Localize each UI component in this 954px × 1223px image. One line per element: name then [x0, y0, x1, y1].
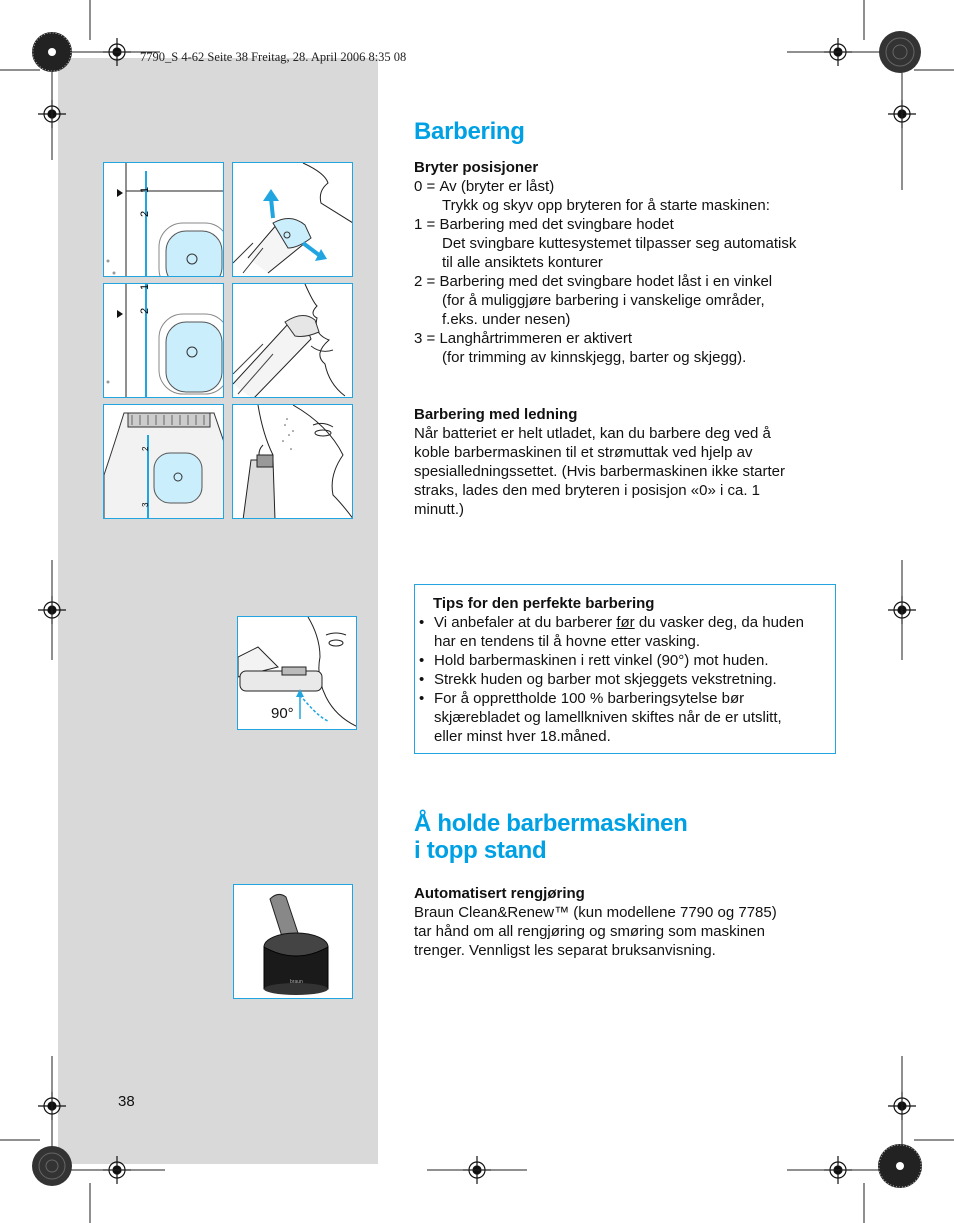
ninety-degree-angle-illustration [237, 616, 357, 730]
svg-text:2: 2 [139, 307, 151, 314]
switch-positions-heading: Bryter posisjoner [414, 159, 539, 176]
svg-text:90°: 90° [271, 705, 294, 722]
print-header: 7790_S 4-62 Seite 38 Freitag, 28. April 2006 8:35 08 [140, 50, 407, 64]
tips-box [414, 584, 836, 754]
automated-cleaning-block: Automatisert rengjøring Braun Clean&Renew™ (kun modellene 7790 og 7785) tar hånd om all rengjøring og smøring som maskinen trenger. Vennligst les separat bruksanvisning. [414, 884, 844, 960]
corded-shaving-heading: Barbering med ledning [414, 406, 578, 423]
tip-item: • For å opprettholde 100 % barberingsytelse bør skjærebladet og lamellkniven skiftes når de er utslitt, eller minst hver 18.måned. [415, 689, 835, 746]
trimmer-switch-illustration [103, 404, 224, 519]
switch-positions-block [414, 158, 844, 367]
svg-text:2: 2 [141, 446, 150, 451]
svg-text:2: 2 [139, 210, 151, 217]
section-title-barbering: Barbering [414, 118, 525, 145]
page-number: 38 [118, 1093, 135, 1110]
switch-position-1: 1 = Barbering med det svingbare hodet Det svingbare kuttesystemet tilpasser seg automatisk til alle ansiktets konturer [414, 216, 797, 271]
tip-item: • Hold barbermaskinen i rett vinkel (90°) mot huden. [415, 651, 835, 670]
corded-shaving-block: Barbering med ledning Når batteriet er helt utladet, kan du barbere deg ved å koble barbermaskinen til et strømuttak ved hjelp av spesialledningssettet. (Hvis barbermaskinen ikke starter straks, lades den med bryteren i posisjon «0» i ca. 1 minutt.) [414, 405, 844, 519]
switch-position-3: 3 = Langhårtrimmeren er aktivert (for trimming av kinnskjegg, barter og skjegg). [414, 330, 747, 366]
switch-position-1-illustration [103, 162, 224, 277]
switch-position-0: 0 = Av (bryter er låst) Trykk og skyv opp bryteren for å starte maskinen: [414, 178, 770, 214]
clean-renew-station-illustration [233, 884, 353, 999]
tip-item: • Vi anbefaler at du barberer før du vasker deg, da huden har en tendens til å hovne etter vasking. [415, 613, 835, 651]
switch-position-2: 2 = Barbering med det svingbare hodet låst i en vinkel (for å muliggjøre barbering i vanskelige områder, f.eks. under nesen) [414, 273, 773, 328]
switch-position-2-illustration [103, 283, 224, 398]
tips-heading: Tips for den perfekte barbering [433, 595, 655, 612]
svg-text:1: 1 [139, 186, 151, 193]
tip-item: • Strekk huden og barber mot skjeggets vekstretning. [415, 670, 835, 689]
svg-text:1: 1 [139, 284, 151, 290]
trimming-sideburns-illustration [232, 404, 353, 519]
automated-cleaning-heading: Automatisert rengjøring [414, 885, 585, 902]
section-title-maintenance: Å holde barbermaskinen i topp stand [414, 810, 688, 864]
shaving-nose-illustration [232, 283, 353, 398]
svg-text:braun: braun [290, 979, 303, 985]
shaving-chin-illustration [232, 162, 353, 277]
svg-text:3: 3 [141, 502, 150, 507]
